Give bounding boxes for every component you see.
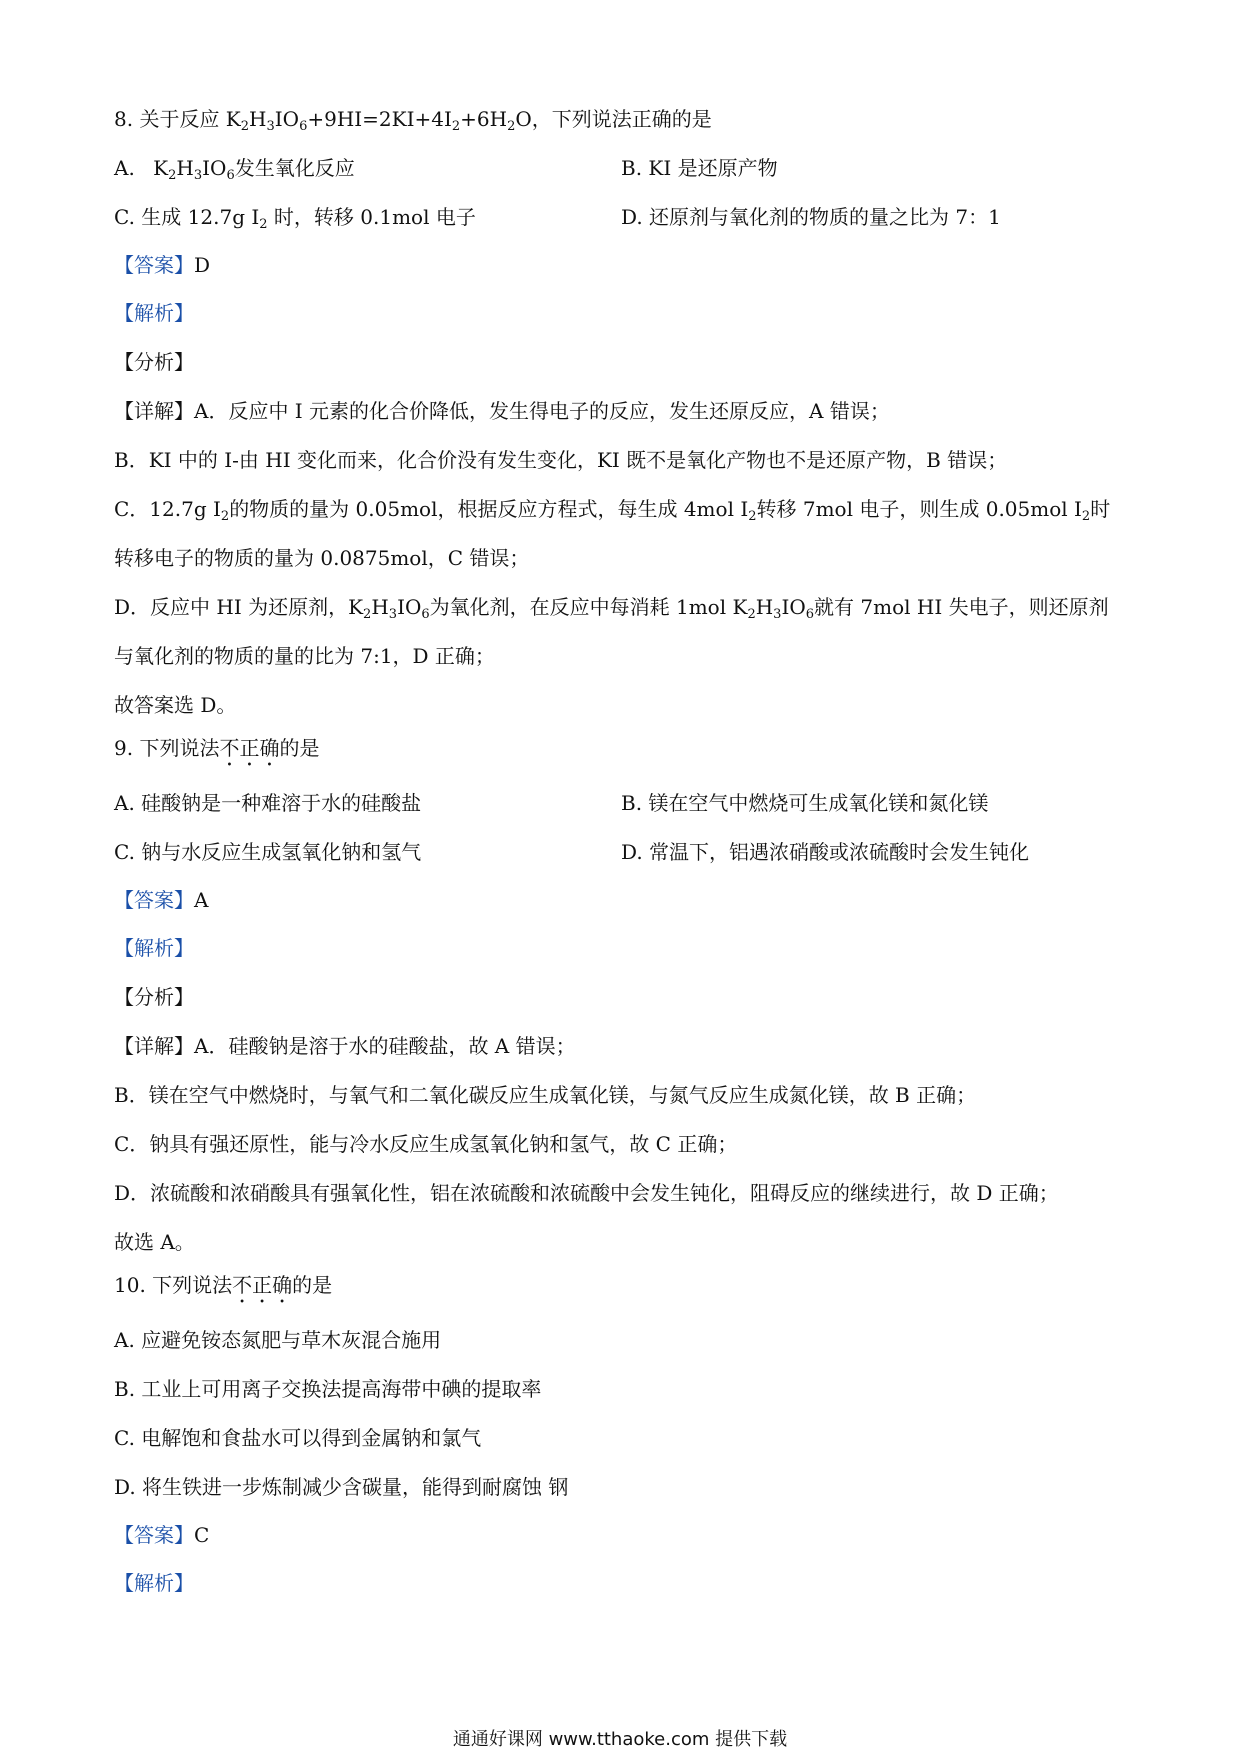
q9-conclusion: 故选 A。 (114, 1230, 195, 1254)
q9-answer: 【答案】A (114, 888, 209, 912)
q9-detail-a: 【详解】A．硅酸钠是溶于水的硅酸盐，故 A 错误； (114, 1034, 576, 1058)
q10-stem: 10. 下列说法不正确的是 (114, 1273, 333, 1297)
q8-detail-d-line1: D．反应中 HI 为还原剂，$K_2H_3IO_6$为氧化剂，在反应中每消耗 1mol $K_2H_3IO_6$就有 7mol HI 失电子，则还原剂 (114, 595, 1109, 622)
q8-detail-b: B．KI 中的 I-由 HI 变化而来，化合价没有发生变化，KI 既不是氧化产物也不是还原产物，B 错误； (114, 448, 1008, 472)
page-footer: 通通好课网 www.tthaoke.com 提供下载 (452, 1729, 788, 1750)
q8-answer: 【答案】D (114, 253, 211, 277)
q9-detail-c: C．钠具有强还原性，能与冷水反应生成氢氧化钠和氢气，故 C 正确； (114, 1132, 738, 1156)
q9-detail-d: D．浓硫酸和浓硝酸具有强氧化性，铝在浓硫酸和浓硫酸中会发生钝化，阻碍反应的继续进行，故 D 正确； (114, 1181, 1059, 1205)
q8-analysis-tag: 【解析】 (114, 301, 194, 325)
q10-answer: 【答案】C (114, 1523, 210, 1547)
q8-conclusion: 故答案选 D。 (114, 693, 237, 717)
q8-detail-d-line2: 与氧化剂的物质的量的比为 7:1，D 正确； (114, 644, 495, 668)
q8-option-b: B. KI 是还原产物 (621, 156, 778, 180)
q10-option-a: A. 应避免铵态氮肥与草木灰混合施用 (114, 1328, 442, 1352)
q8-option-c: C. 生成 12.7g $I_2$ 时，转移 0.1mol 电子 (114, 205, 476, 232)
q10-analysis-tag: 【解析】 (114, 1571, 194, 1595)
q9-analysis-tag: 【解析】 (114, 936, 194, 960)
q8-detail-c-line2: 转移电子的物质的量为 0.0875mol，C 错误； (114, 546, 530, 570)
q9-option-b: B. 镁在空气中燃烧可生成氧化镁和氮化镁 (621, 791, 989, 815)
q9-option-d: D. 常温下，铝遇浓硝酸或浓硫酸时会发生钝化 (621, 840, 1030, 864)
q8-option-d: D. 还原剂与氧化剂的物质的量之比为 7：1 (621, 205, 1001, 229)
q8-option-a: A. $K_2H_3IO_6$发生氧化反应 (114, 156, 355, 183)
q9-fenxi-tag: 【分析】 (114, 985, 194, 1009)
q10-option-c: C. 电解饱和食盐水可以得到金属钠和氯气 (114, 1426, 482, 1450)
q9-stem: 9. 下列说法不正确的是 (114, 736, 320, 760)
q9-detail-b: B．镁在空气中燃烧时，与氧气和二氧化碳反应生成氧化镁，与氮气反应生成氮化镁，故 B 正确； (114, 1083, 977, 1107)
q9-option-c: C. 钠与水反应生成氢氧化钠和氢气 (114, 840, 422, 864)
q9-option-a: A. 硅酸钠是一种难溶于水的硅酸盐 (114, 791, 422, 815)
q8-fenxi-tag: 【分析】 (114, 350, 194, 374)
q10-option-b: B. 工业上可用离子交换法提高海带中碘的提取率 (114, 1377, 542, 1401)
q8-stem: 8. 关于反应 $K_2H_3IO_6+9HI=2KI+4I_2+6H_2O$，下列说法正确的是 (114, 107, 712, 134)
q8-detail-a: 【详解】A．反应中 I 元素的化合价降低，发生得电子的反应，发生还原反应，A 错误； (114, 399, 890, 423)
q10-option-d: D. 将生铁进一步炼制减少含碳量，能得到耐腐蚀 钢 (114, 1475, 569, 1499)
q8-detail-c-line1: C．12.7g $I_2$的物质的量为 0.05mol，根据反应方程式，每生成 4mol $I_2$转移 7mol 电子，则生成 0.05mol $I_2$时 (114, 497, 1111, 524)
